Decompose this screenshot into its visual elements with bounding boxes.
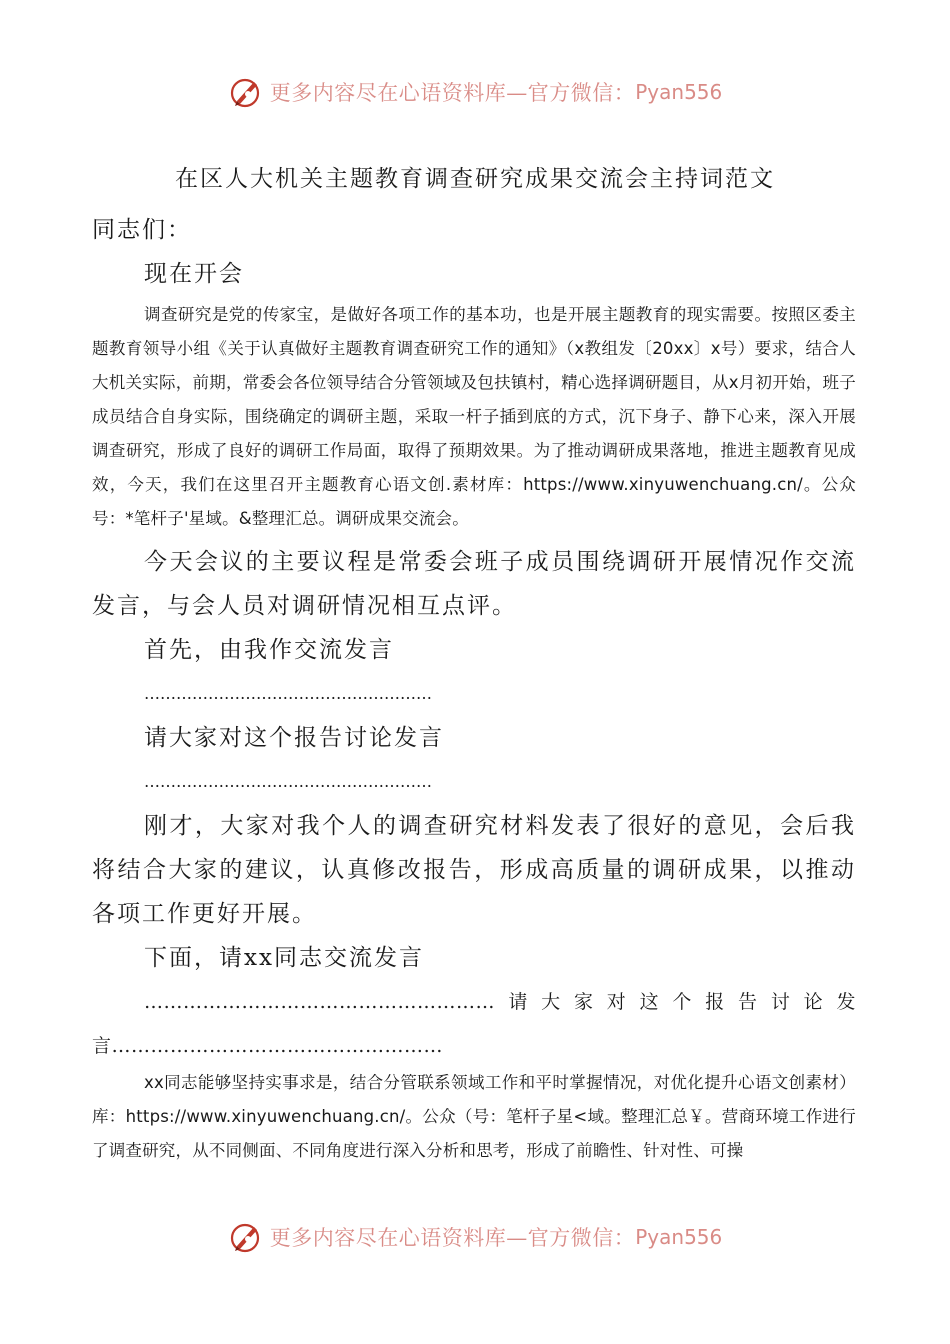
banner-text: 更多内容尽在心语资料库—官方微信： [269,81,636,105]
paragraph-6: 下面，请xx同志交流发言 [144,945,424,971]
greeting: 同志们： [92,217,192,243]
pen-logo-icon [228,1219,264,1255]
paragraph-1-block [92,298,856,536]
ellipsis-line-1: ……………………………………………… [144,684,432,703]
header-banner [0,70,950,114]
banner-text: 更多内容尽在心语资料库—官方微信： [269,1226,636,1250]
pen-logo-icon [228,74,264,110]
body-block [92,540,856,1068]
greeting-block [92,208,856,296]
opening-line: 现在开会 [144,261,244,287]
paragraph-4: 请大家对这个报告讨论发言 [144,725,444,751]
footer-banner [0,1215,950,1259]
paragraph-8: xx同志能够坚持实事求是，结合分管联系领域工作和平时掌握情况，对优化提升心语文创素材）库：https://www.xinyuwenchuang.cn/。公众（号：笔杆子星<域。整理汇总￥。营商环境工作进行了调查研究，从不同侧面、不同角度进行深入分析和思考，形成了前瞻性、针对性、可操 [92,1073,856,1160]
paragraph-5: 刚才，大家对我个人的调查研究材料发表了很好的意见，会后我将结合大家的建议，认真修改报告，形成高质量的调研成果，以推动各项工作更好开展。 [92,813,856,927]
paragraph-2: 今天会议的主要议程是常委会班子成员围绕调研开展情况作交流发言，与会人员对调研情况相互点评。 [92,549,856,619]
document-title: 在区人大机关主题教育调查研究成果交流会主持词范文 [175,166,775,192]
banner-wechat-id: Pyan556 [635,80,723,104]
paragraph-1: 调查研究是党的传家宝，是做好各项工作的基本功，也是开展主题教育的现实需要。按照区委主题教育领导小组《关于认真做好主题教育调查研究工作的通知》（x教组发〔20xx〕x号）要求，结合人大机关实际，前期，常委会各位领导结合分管领域及包扶镇村，精心选择调研题目，从x月初开始，班子成员结合自身实际，围绕确定的调研主题，采取一杆子插到底的方式，沉下身子、静下心来，深入开展调查研究，形成了良好的调研工作局面，取得了预期效果。为了推动调研成果落地，推进主题教育见成效，今天，我们在这里召开主题教育心语文创.素材库：https://www.xinyuwenchuang.cn/。公众号：*笔杆子'星域。&整理汇总。调研成果交流会。 [92,305,856,528]
banner-wechat-id: Pyan556 [635,1225,723,1249]
ellipsis-line-2: ……………………………………………… [144,772,432,791]
paragraph-8-block [92,1066,856,1168]
paragraph-7: ………………………………………………请大家对这个报告讨论发言…………………………………………… [92,991,856,1057]
paragraph-3: 首先，由我作交流发言 [144,637,394,663]
